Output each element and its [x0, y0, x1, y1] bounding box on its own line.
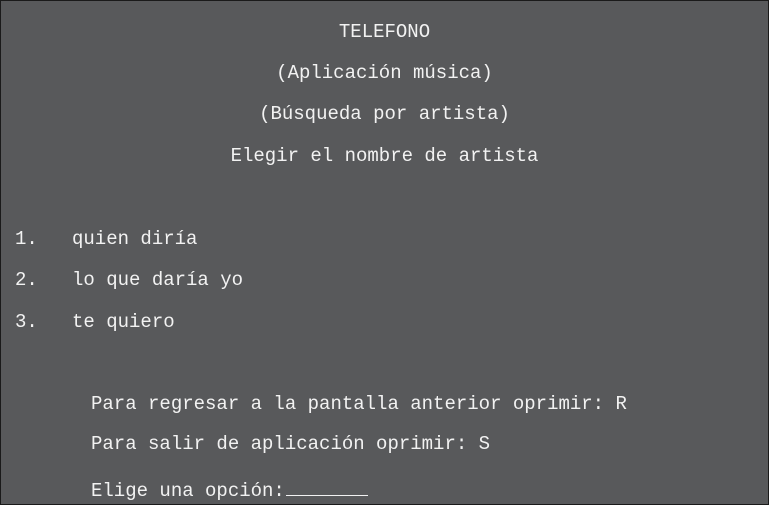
option-input[interactable] [286, 478, 368, 496]
back-instruction: Para regresar a la pantalla anterior oprimir: R [91, 393, 627, 415]
menu-item-number-1: 1. [15, 228, 38, 250]
exit-instruction: Para salir de aplicación oprimir: S [91, 433, 491, 455]
search-mode: (Búsqueda por artista) [259, 103, 510, 125]
menu-item-number-3: 3. [15, 311, 38, 333]
option-prompt-row [91, 478, 368, 501]
app-name: (Aplicación música) [276, 62, 493, 84]
menu-item-te-quiero[interactable]: te quiero [72, 311, 175, 333]
option-prompt-label: Elige una opción: [91, 480, 285, 502]
menu-item-lo-que-daria-yo[interactable]: lo que daría yo [72, 269, 244, 291]
selection-prompt: Elegir el nombre de artista [230, 145, 539, 167]
menu-item-number-2: 2. [15, 269, 38, 291]
screen-title: TELEFONO [338, 21, 431, 43]
menu-item-quien-diria[interactable]: quien diría [72, 228, 198, 250]
